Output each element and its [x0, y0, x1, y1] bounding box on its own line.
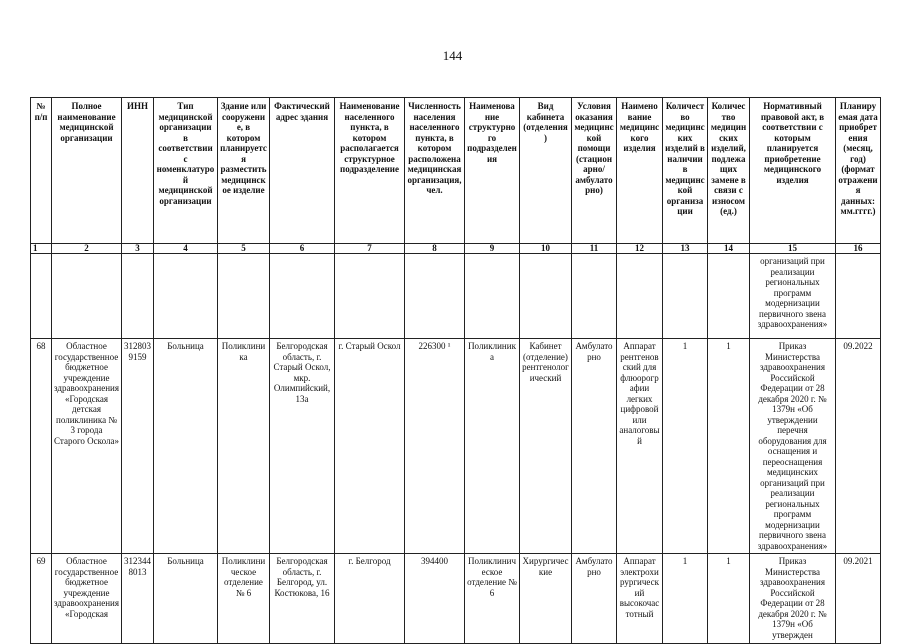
- care-conditions: Амбулаторно: [572, 554, 617, 644]
- table-cell: [270, 254, 335, 339]
- table-cell: [663, 254, 708, 339]
- organization-type: Больница: [154, 554, 218, 644]
- settlement: г. Старый Оскол: [335, 339, 405, 554]
- column-number: 11: [572, 244, 617, 254]
- column-number: 5: [218, 244, 270, 254]
- building: Поликлиника: [218, 339, 270, 554]
- department: Поликлиника: [465, 339, 520, 554]
- table-row: [31, 339, 881, 554]
- header-cell: Полное наименование медицинской организации: [52, 98, 122, 244]
- table-header: [31, 98, 881, 244]
- column-number: 16: [836, 244, 881, 254]
- address: Белгородская область, г. Белгород, ул. Костюкова, 16: [270, 554, 335, 644]
- devices-to-replace: 1: [708, 339, 750, 554]
- column-number: 2: [52, 244, 122, 254]
- column-number: 7: [335, 244, 405, 254]
- header-cell: Здание или сооружение, в котором планируется разместить медицинское изделие: [218, 98, 270, 244]
- table-cell: [708, 254, 750, 339]
- table-cell: [31, 254, 52, 339]
- devices-available: 1: [663, 554, 708, 644]
- column-number: 1: [31, 244, 52, 254]
- header-cell: ИНН: [122, 98, 154, 244]
- header-cell: Численность населения населенного пункта, в котором расположена медицинская организация, чел.: [405, 98, 465, 244]
- inn: 3123448013: [122, 554, 154, 644]
- header-cell: Наименование структурного подразделения: [465, 98, 520, 244]
- column-number: 15: [750, 244, 836, 254]
- planned-date: 09.2021: [836, 554, 881, 644]
- column-number: 14: [708, 244, 750, 254]
- population: 394400: [405, 554, 465, 644]
- column-number: 9: [465, 244, 520, 254]
- header-cell: Тип медицинской организации в соответствии с номенклатурой медицинской организации: [154, 98, 218, 244]
- planned-date: 09.2022: [836, 339, 881, 554]
- population: 226300 ¹: [405, 339, 465, 554]
- row-number: 69: [31, 554, 52, 644]
- header-cell: Нормативный правовой акт, в соответствии с которым планируется приобретение медицинского изделия: [750, 98, 836, 244]
- device-name: Аппарат электрохирургический высокочастотный: [617, 554, 663, 644]
- column-number: 10: [520, 244, 572, 254]
- column-number: 13: [663, 244, 708, 254]
- header-cell: Количество медицинских изделий, подлежащих замене в связи с износом (ед.): [708, 98, 750, 244]
- table-cell: [122, 254, 154, 339]
- table-cell: [154, 254, 218, 339]
- building: Поликлиническое отделение № 6: [218, 554, 270, 644]
- care-conditions: Амбулаторно: [572, 339, 617, 554]
- column-number: 4: [154, 244, 218, 254]
- organization-name: Областное государственное бюджетное учреждение здравоохранения «Городская: [52, 554, 122, 644]
- cabinet-type: Кабинет (отделение) рентгенологический: [520, 339, 572, 554]
- devices-to-replace: 1: [708, 554, 750, 644]
- devices-available: 1: [663, 339, 708, 554]
- row-number: 68: [31, 339, 52, 554]
- table-row-continuation: [31, 254, 881, 339]
- legal-act: Приказ Министерства здравоохранения Российской Федерации от 28 декабря 2020 г. № 1379н «Об утверждении перечня оборудования для оснащения и переоснащения медицинских организаций при реализации региональных программ модернизации первичного звена здравоохранения»: [750, 339, 836, 554]
- page-number: 144: [442, 48, 463, 63]
- cabinet-type: Хирургические: [520, 554, 572, 644]
- table-cell: [465, 254, 520, 339]
- table-cell: [52, 254, 122, 339]
- column-number-row: [31, 244, 881, 254]
- department: Поликлиническое отделение № 6: [465, 554, 520, 644]
- table-cell: [617, 254, 663, 339]
- column-number: 8: [405, 244, 465, 254]
- device-name: Аппарат рентгеновский для флюорографии легких цифровой или аналоговый: [617, 339, 663, 554]
- inn: 3128039159: [122, 339, 154, 554]
- header-cell: Вид кабинета (отделения): [520, 98, 572, 244]
- header-cell: Фактический адрес здания: [270, 98, 335, 244]
- header-cell: № п/п: [31, 98, 52, 244]
- organization-name: Областное государственное бюджетное учреждение здравоохранения «Городская детская поликлиника № 3 города Старого Оскола»: [52, 339, 122, 554]
- table-cell: организаций при реализации региональных программ модернизации первичного звена здравоохранения»: [750, 254, 836, 339]
- column-number: 3: [122, 244, 154, 254]
- address: Белгородская область, г. Старый Оскол, мкр. Олимпийский, 13а: [270, 339, 335, 554]
- legal-act: Приказ Министерства здравоохранения Российской Федерации от 28 декабря 2020 г. № 1379н «Об утвержден: [750, 554, 836, 644]
- table-cell: [335, 254, 405, 339]
- table-cell: [836, 254, 881, 339]
- header-cell: Наименование населенного пункта, в котором располагается структурное подразделение: [335, 98, 405, 244]
- settlement: г. Белгород: [335, 554, 405, 644]
- header-cell: Планируемая дата приобретения (месяц, год) (формат отражения данных: мм.гггг.): [836, 98, 881, 244]
- table-row: [31, 554, 881, 644]
- table-cell: [405, 254, 465, 339]
- header-cell: Количество медицинских изделий в наличии в медицинской организации: [663, 98, 708, 244]
- equipment-table: [30, 97, 881, 644]
- column-number: 6: [270, 244, 335, 254]
- header-cell: Условия оказания медицинской помощи (стационарно/амбулаторно): [572, 98, 617, 244]
- column-number: 12: [617, 244, 663, 254]
- organization-type: Больница: [154, 339, 218, 554]
- table-cell: [520, 254, 572, 339]
- header-cell: Наименование медицинского изделия: [617, 98, 663, 244]
- table-cell: [572, 254, 617, 339]
- table-cell: [218, 254, 270, 339]
